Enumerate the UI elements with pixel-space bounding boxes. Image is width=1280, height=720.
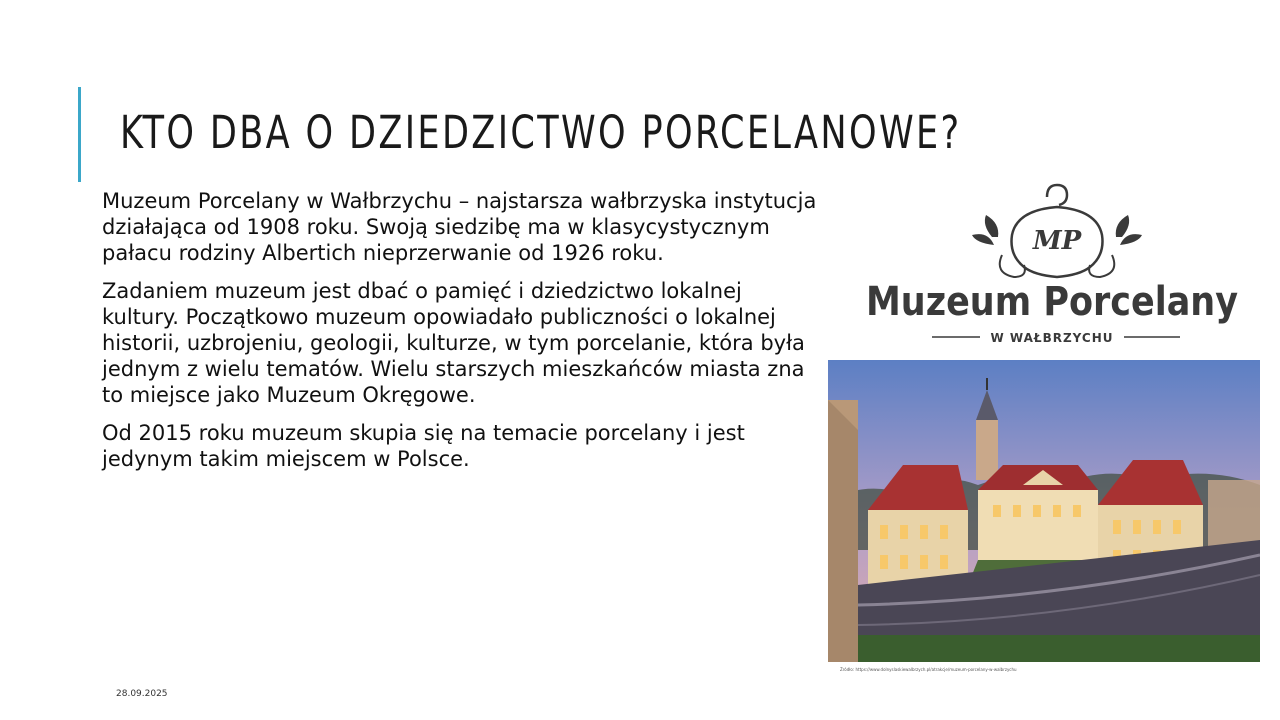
museum-building-photo	[828, 360, 1260, 662]
paragraph-present: Od 2015 roku muzeum skupia się na temacie porcelany i jest jedynym takim miejscem w Polsce.	[102, 421, 745, 471]
slide-body	[102, 188, 822, 484]
logo-subtitle: W WAŁBRZYCHU	[990, 331, 1114, 345]
photo-credit: Źródło: https://www.dolnyslaskiewalbrzych.pl/atrakcje/muzeum-porcelany-w-walbrzychu	[840, 667, 1017, 672]
museum-logo	[862, 175, 1252, 355]
slide-date: 28.09.2025	[116, 689, 168, 699]
slide-title: KTO DBA O DZIEDZICTWO PORCELANOWE?	[120, 106, 962, 159]
paragraph-history: Muzeum Porcelany w Wałbrzychu – najstarsza wałbrzyska instytucja działająca od 1908 roku. Swoją siedzibę ma w klasycystycznym pałacu rodziny Albertich nieprzerwanie od 1926 roku.	[102, 189, 817, 265]
logo-monogram: MP	[1032, 226, 1082, 256]
title-accent-bar	[78, 87, 81, 182]
paragraph-mission: Zadaniem muzeum jest dbać o pamięć i dziedzictwo lokalnej kultury. Początkowo muzeum opowiadało publiczności o lokalnej historii, uzbrojeniu, geologii, kulturze, w tym porcelanie, która była jednym z wielu tematów. Wielu starszych mieszkańców miasta zna to miejsce jako Muzeum Okręgowe.	[102, 279, 805, 407]
logo-name: Muzeum Porcelany	[866, 279, 1238, 325]
